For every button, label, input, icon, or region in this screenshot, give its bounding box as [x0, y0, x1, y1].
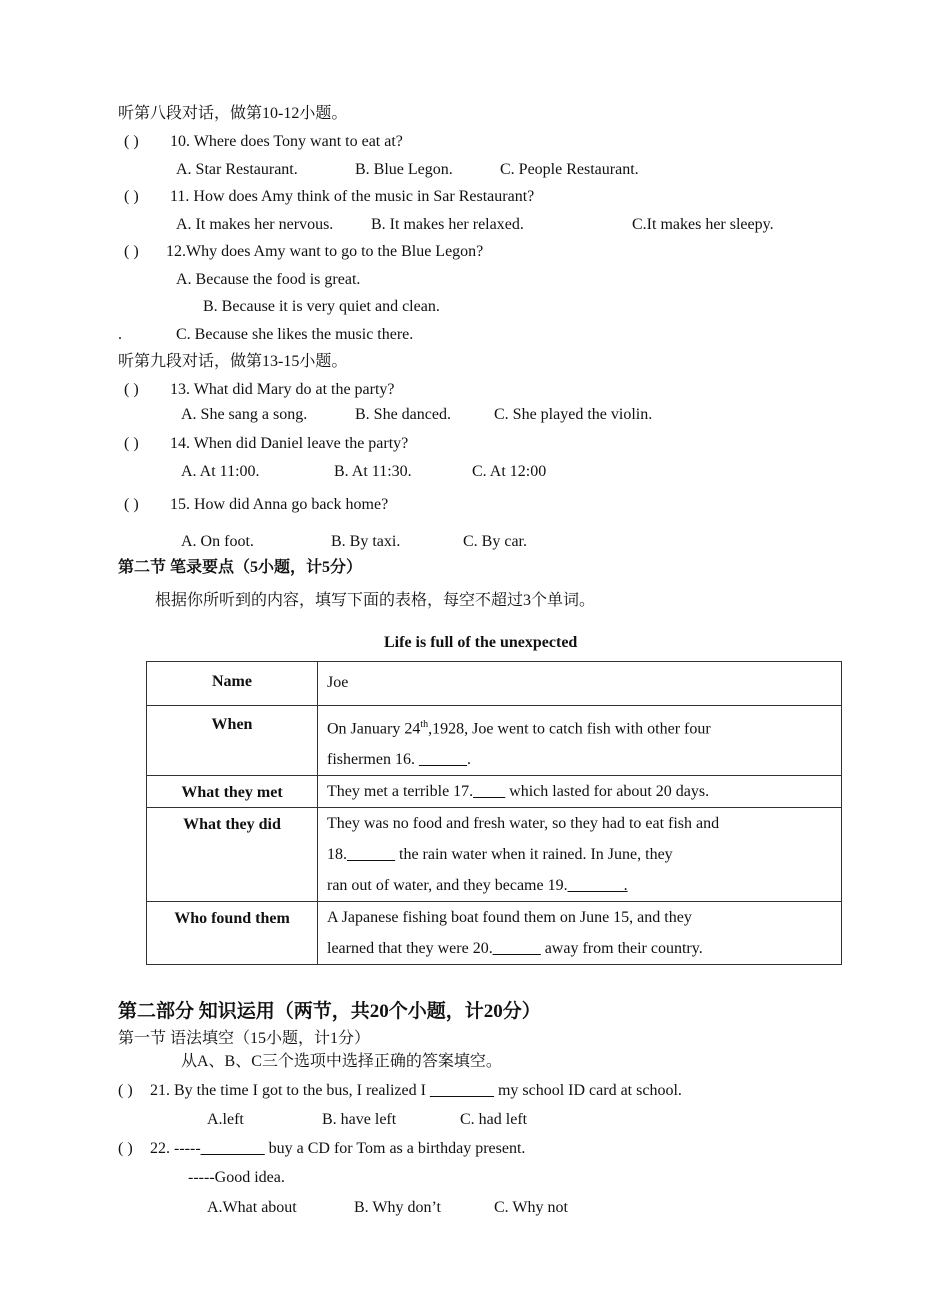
question-text: 10. Where does Tony want to eat at?: [170, 133, 403, 150]
value-text: On January 24: [327, 720, 421, 738]
value-line: [327, 933, 841, 964]
value-text: They met a terrible 17.: [327, 783, 474, 801]
value-text: learned that they were 20.: [327, 940, 493, 958]
section8-heading: 听第八段对话，做第10-12小题。: [118, 105, 348, 122]
superscript: th: [420, 719, 429, 730]
row-label: [147, 902, 318, 965]
instruction: 根据你所听到的内容，填写下面的表格，每空不超过3个单词。: [155, 592, 596, 609]
question-21: [118, 1081, 682, 1101]
table-row: [147, 662, 842, 706]
value-text: the rain water when it rained. In June, they: [395, 846, 673, 864]
answer-paren[interactable]: ( ): [118, 1140, 133, 1157]
option-c: C. She played the violin.: [494, 406, 653, 423]
option-b: B. At 11:30.: [334, 463, 412, 480]
dialogue-reply: -----Good idea.: [188, 1169, 285, 1186]
value-line: They was no food and fresh water, so they had to eat fish and: [327, 815, 720, 833]
blank-19[interactable]: _______: [567, 877, 624, 895]
option-a: A. It makes her nervous.: [176, 216, 334, 233]
value-line: [327, 870, 841, 901]
option-b: B. By taxi.: [331, 533, 401, 550]
blank-21[interactable]: ________: [429, 1082, 494, 1099]
question-text: 22. -----: [150, 1140, 201, 1157]
section-heading: 第二节 笔录要点（5小题，计5分）: [118, 559, 363, 576]
option-a: A. She sang a song.: [181, 406, 308, 423]
value-text: fishermen 16.: [327, 751, 419, 769]
option-b: B. have left: [322, 1111, 397, 1128]
value-line: [327, 839, 841, 870]
option-a: A.What about: [207, 1199, 297, 1216]
value-line: [327, 776, 841, 807]
option-c: C. had left: [460, 1111, 528, 1128]
value-line: [327, 706, 841, 744]
option-a: A.left: [207, 1111, 244, 1128]
option-c: C. Because she likes the music there.: [176, 326, 414, 343]
notes-table: [146, 661, 842, 965]
answer-paren[interactable]: ( ): [124, 243, 139, 260]
option-a: A. Because the food is great.: [176, 271, 361, 288]
blank-22[interactable]: ________: [200, 1140, 265, 1157]
value-line: A Japanese fishing boat found them on June 15, and they: [327, 909, 692, 927]
value-text: ,1928, Joe went to catch fish with other four: [428, 720, 711, 738]
value-text: ran out of water, and they became 19.: [327, 877, 568, 895]
question-14: [124, 434, 408, 454]
label-text: What they met: [181, 784, 283, 802]
answer-paren[interactable]: ( ): [124, 188, 139, 205]
row-label: [147, 662, 318, 706]
option-a: A. On foot.: [181, 533, 254, 550]
question-text: 15. How did Anna go back home?: [170, 496, 389, 513]
section9-heading: 听第九段对话，做第13-15小题。: [118, 353, 348, 370]
row-value: [318, 902, 842, 965]
label-text: Name: [212, 673, 252, 690]
option-c: C. Why not: [494, 1199, 568, 1216]
table-row: [147, 808, 842, 902]
value-line: [327, 744, 841, 775]
blank-16[interactable]: ______: [418, 751, 467, 769]
section1-heading: 第一节 语法填空（15小题，计1分）: [118, 1030, 371, 1047]
blank-18[interactable]: ______: [347, 846, 395, 864]
row-value: [318, 808, 842, 902]
instruction: 从A、B、C三个选项中选择正确的答案填空。: [181, 1053, 502, 1070]
question-22: [118, 1139, 525, 1159]
part2-heading: 第二部分 知识运用（两节，共20个小题，计20分）: [118, 1001, 541, 1022]
value-text: 18.: [327, 846, 347, 864]
option-c: C.It makes her sleepy.: [632, 216, 774, 233]
option-b: B. Because it is very quiet and clean.: [203, 298, 440, 315]
table-row: [147, 776, 842, 808]
stray-dot: .: [118, 326, 122, 343]
question-text: 12.Why does Amy want to go to the Blue Legon?: [166, 243, 484, 260]
answer-paren[interactable]: ( ): [118, 1082, 133, 1099]
value-text: away from their country.: [540, 940, 703, 958]
question-13: [124, 380, 395, 400]
answer-paren[interactable]: ( ): [124, 133, 139, 150]
option-c: C. By car.: [463, 533, 527, 550]
label-text: What they did: [183, 816, 281, 834]
table-row: [147, 706, 842, 776]
option-b: B. It makes her relaxed.: [371, 216, 524, 233]
row-value: [318, 662, 842, 706]
question-text: 21. By the time I got to the bus, I realized I: [150, 1082, 430, 1099]
table-title: Life is full of the unexpected: [384, 634, 578, 651]
value-text: .: [466, 751, 471, 769]
question-10: [124, 132, 403, 152]
option-a: A. Star Restaurant.: [176, 161, 298, 178]
value-text: .: [623, 877, 628, 895]
question-12: [124, 242, 483, 262]
answer-paren[interactable]: ( ): [124, 381, 139, 398]
option-b: B. Blue Legon.: [355, 161, 453, 178]
label-text: Who found them: [174, 910, 290, 928]
question-text: 14. When did Daniel leave the party?: [170, 435, 409, 452]
question-text: 11. How does Amy think of the music in Sar Restaurant?: [170, 188, 535, 205]
question-15: [124, 495, 388, 515]
answer-paren[interactable]: ( ): [124, 435, 139, 452]
question-text: my school ID card at school.: [493, 1082, 682, 1099]
row-label: [147, 776, 318, 808]
answer-paren[interactable]: ( ): [124, 496, 139, 513]
value-text: which lasted for about 20 days.: [505, 783, 710, 801]
option-c: C. At 12:00: [472, 463, 547, 480]
option-b: B. Why don’t: [354, 1199, 441, 1216]
blank-20[interactable]: ______: [492, 940, 541, 958]
label-text: When: [211, 716, 253, 733]
row-value: [318, 706, 842, 776]
question-11: [124, 187, 534, 207]
option-b: B. She danced.: [355, 406, 451, 423]
option-c: C. People Restaurant.: [500, 161, 639, 178]
row-value: [318, 776, 842, 808]
value-text: Joe: [327, 674, 349, 691]
blank-17[interactable]: ____: [473, 783, 506, 801]
question-text: 13. What did Mary do at the party?: [170, 381, 395, 398]
option-a: A. At 11:00.: [181, 463, 260, 480]
row-label: [147, 808, 318, 902]
table-row: [147, 902, 842, 965]
question-text: buy a CD for Tom as a birthday present.: [264, 1140, 526, 1157]
row-label: [147, 706, 318, 776]
